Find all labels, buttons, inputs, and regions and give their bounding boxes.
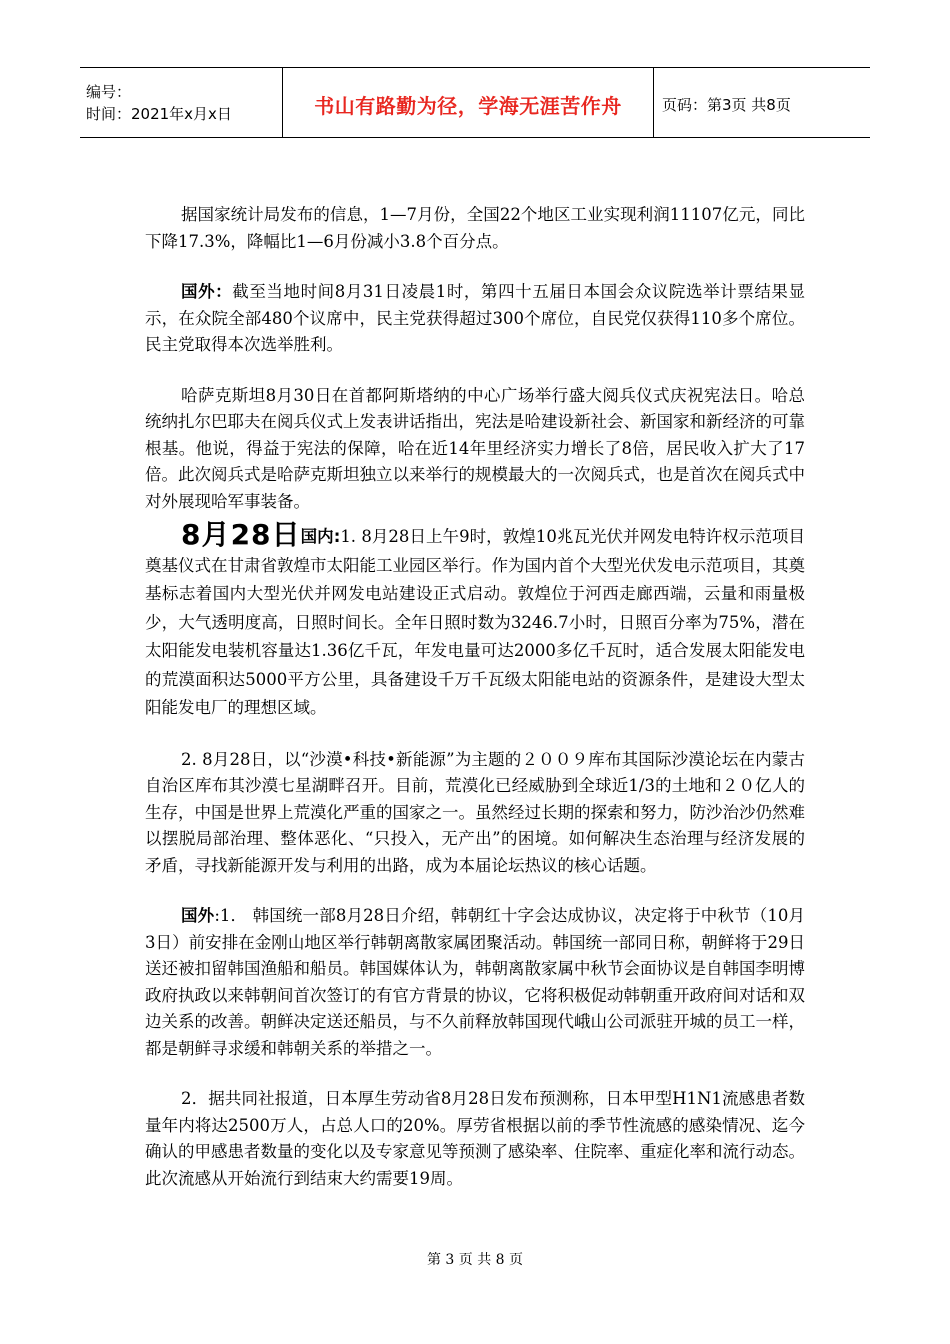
page-footer: 第 3 页 共 8 页 [426, 1252, 524, 1268]
section-label-foreign: 国外： [181, 282, 233, 301]
paragraph-text: :1． 韩国统一部8月28日介绍，韩朝红十字会达成协议，决定将于中秋节（10月3日）前安排在金刚山地区举行韩朝离散家属团聚活动。韩国统一部同日称，朝鲜将于29日送还被扣留韩国渔船和船员。韩国媒体认为，韩朝离散家属中秋节会面协议是自韩国李明博政府执政以来韩朝间首次签订的有官方背景的协议，它将积极促动韩朝重开政府间对话和双边关系的改善。朝鲜决定送还船员，与不久前释放韩国现代峨山公司派驻开城的员工一样，都是朝鲜寻求缓和韩朝关系的举措之一。 [145, 906, 805, 1058]
header-motto-cell [282, 68, 654, 137]
paragraph-desert-forum: 2. 8月28日，以“沙漠•科技•新能源”为主题的２００９库布其国际沙漠论坛在内蒙古自治区库布其沙漠七星湖畔召开。目前，荒漠化已经威胁到全球近1/3的土地和２０亿人的生存，中国是世界上荒漠化严重的国家之一。虽然经过长期的探索和努力，防沙治沙仍然难以摆脱局部治理、整体恶化、“只投入，无产出”的困境。如何解决生态治理与经济发展的矛盾，寻找新能源开发与利用的出路，成为本届论坛热议的核心话题。 [145, 749, 805, 875]
section-label-foreign: 国外 [181, 906, 215, 925]
number-label: 编号： [86, 82, 132, 101]
paragraph-japan-election [145, 279, 805, 359]
paragraph-kazakhstan-parade: 哈萨克斯坦8月30日在首都阿斯塔纳的中心广场举行盛大阅兵仪式庆祝宪法日。哈总统纳扎尔巴耶夫在阅兵仪式上发表讲话指出，宪法是哈建设新社会、新国家和新经济的可靠根基。他说，得益于宪法的保障，哈在近14年里经济实力增长了8倍，居民收入扩大了17倍。此次阅兵式是哈萨克斯坦独立以来举行的规模最大的一次阅兵式，也是首次在阅兵式中对外展现哈军事装备。 [145, 385, 805, 511]
paragraph-industry-profit: 据国家统计局发布的信息，1—7月份，全国22个地区工业实现利润11107亿元，同比下降17.3%，降幅比1—6月份减小3.8个百分点。 [145, 205, 805, 251]
section-label-domestic: 国内: [300, 527, 341, 546]
paragraph-japan-h1n1: 2．据共同社报道，日本厚生劳动省8月28日发布预测称，日本甲型H1N1流感患者数量年内将达2500万人，占总人口的20%。厚劳省根据以前的季节性流感的感染情况、迄今确认的甲感患者数量的变化以及专家意见等预测了感染率、住院率、重症化率和流行动态。此次流感从开始流行到结束大约需要19周。 [145, 1089, 805, 1188]
header-page-info [654, 68, 870, 137]
date-heading: 8月28日 [181, 518, 301, 551]
header-meta [80, 68, 282, 137]
document-body [145, 202, 805, 1216]
paragraph-text: 截至当地时间8月31日凌晨1时，第四十五届日本国会众议院选举计票结果显示，在众院全部480个议席中，民主党获得超过300个席位，自民党仅获得110多个席位。民主党取得本次选举胜利。 [145, 282, 805, 354]
paragraph-korea-reunion [145, 903, 805, 1062]
motto-text: 书山有路勤为径，学海无涯苦作舟 [314, 94, 622, 118]
time-label: 时间：2021年x月x日 [86, 104, 232, 123]
paragraph-text: 1. 8月28日上午9时，敦煌10兆瓦光伏并网发电特许权示范项目奠基仪式在甘肃省敦煌市太阳能工业园区举行。作为国内首个大型光伏发电示范项目，其奠基标志着国内大型光伏并网发电站建设正式启动。敦煌位于河西走廊西端，云量和雨量极少，大气透明度高，日照时间长。全年日照时数为3246.7小时，日照百分率为75%，潜在太阳能发电装机容量达1.36亿千瓦，年发电量可达2000多亿千瓦时，适合发展太阳能发电的荒漠面积达5000平方公里，具备建设千万千瓦级太阳能电站的资源条件，是建设大型太阳能发电厂的理想区域。 [145, 527, 805, 717]
document-header [80, 67, 870, 138]
paragraph-dunhuang-solar [145, 518, 805, 723]
page-info-text: 页码：第3页 共8页 [662, 96, 791, 114]
